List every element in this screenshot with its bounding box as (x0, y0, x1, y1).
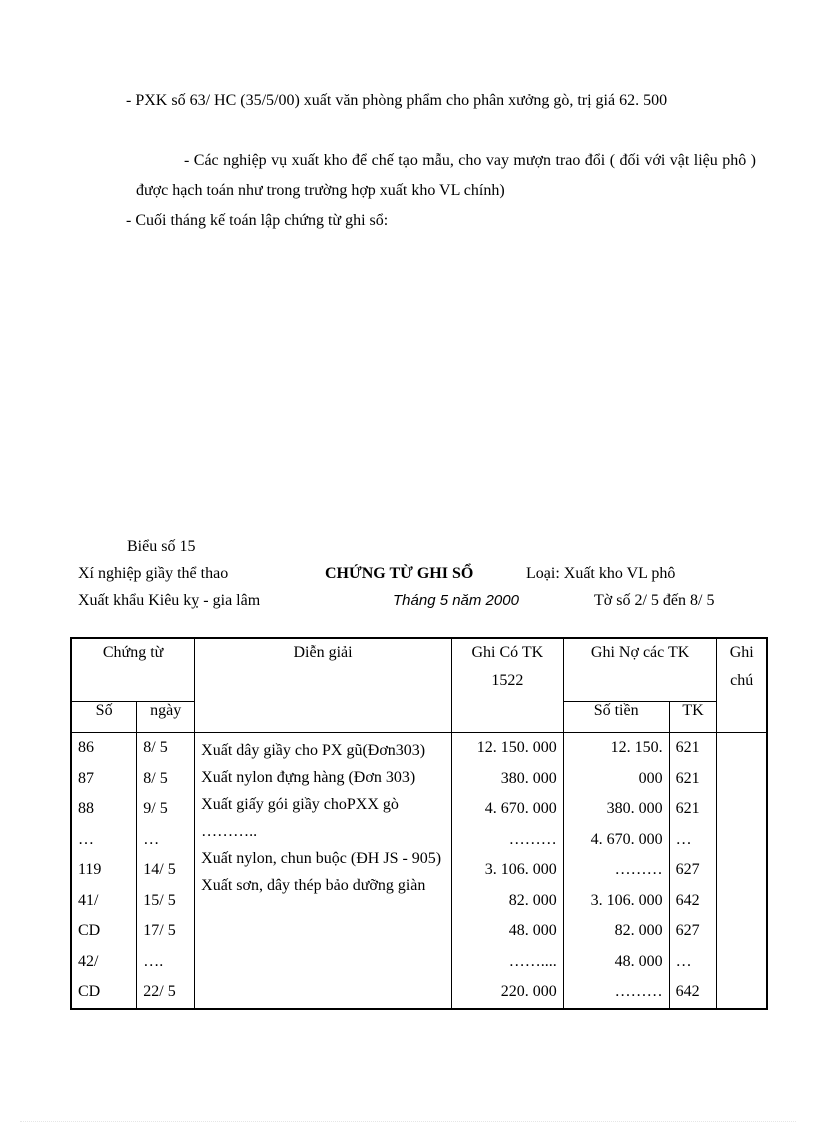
header-so: Số (71, 702, 137, 733)
cell-so: CD (78, 922, 101, 939)
header-ghi-chu: Ghi chú (717, 638, 767, 733)
cell-so-tien: 82. 000 (614, 922, 663, 939)
company-name-line2: Xuất khẩu Kiêu kỵ - gia lâm (78, 592, 261, 609)
document-type: Loại: Xuất kho VL phô (526, 565, 676, 582)
cell-so-tien: 3. 106. 000 (590, 891, 663, 909)
cell-tk: 621 (675, 800, 700, 817)
cell-ngay: … (143, 830, 160, 848)
cell-dien-giai: Xuất sơn, dây thép bảo dưỡng giàn (201, 877, 426, 894)
cell-tk: 642 (675, 983, 700, 1000)
cell-ghi-co: 220. 000 (500, 983, 557, 1000)
cell-ghi-co: 48. 000 (508, 922, 557, 939)
company-name-line1: Xí nghiệp giầy thể thao (78, 565, 229, 582)
header-dien-giai: Diễn giải (195, 638, 452, 733)
paragraph-cuoi-thang: - Cuối tháng kế toán lập chứng từ ghi sổ: (126, 212, 389, 229)
cell-dien-giai: Xuất giấy gói giầy choPXX gò (201, 796, 399, 813)
cell-ghi-co: 3. 106. 000 (484, 861, 557, 878)
chung-tu-ghi-so-table (70, 637, 768, 1010)
cell-so-tien: 12. 150. (610, 739, 663, 756)
header-ngay: ngày (137, 702, 195, 733)
cell-dien-giai: Xuất dây giầy cho PX gũ(Đơn303) (201, 742, 426, 759)
cell-ngay: 15/ 5 (143, 891, 176, 909)
cell-so-tien: 4. 670. 000 (590, 830, 663, 848)
col-ghi-chu (717, 733, 767, 1009)
cell-ghi-co: 82. 000 (508, 891, 557, 909)
cell-ngay: 22/ 5 (143, 983, 176, 1000)
cell-so-tien: 48. 000 (614, 952, 663, 970)
cell-so: 86 (78, 739, 94, 756)
col-dien-giai (195, 733, 452, 1009)
cell-so: … (78, 830, 94, 848)
col-ngay (137, 733, 195, 1009)
paragraph-nghiep-vu (136, 146, 756, 206)
cell-so-tien: 380. 000 (606, 800, 663, 817)
col-so-tien (563, 733, 669, 1009)
header-so-tien: Số tiền (563, 702, 669, 733)
cell-so-tien: ……… (614, 861, 663, 878)
cell-ngay: 8/ 5 (143, 739, 168, 756)
header-tk: TK (669, 702, 717, 733)
cell-ngay: 14/ 5 (143, 861, 176, 878)
cell-so: 119 (78, 861, 102, 878)
cell-so-tien: 000 (638, 769, 663, 787)
cell-dien-giai: Xuất nylon đựng hàng (Đơn 303) (201, 769, 416, 786)
header-ghi-no: Ghi Nợ các TK (563, 638, 717, 702)
cell-ghi-co: ……… (508, 830, 557, 848)
cell-ngay: 17/ 5 (143, 922, 176, 939)
document-month: Tháng 5 năm 2000 (393, 592, 519, 609)
col-so (71, 733, 137, 1009)
cell-ghi-co: 380. 000 (500, 769, 557, 787)
cell-tk: … (675, 952, 692, 970)
paragraph-text: - PXK số 63/ HC (35/5/00) xuất văn phòng phẩm cho phân xưởng gò, trị giá 62. 500 (126, 92, 668, 109)
header-chung-tu: Chứng từ (71, 638, 195, 702)
cell-ghi-co: 12. 150. 000 (476, 739, 557, 756)
col-tk (669, 733, 717, 1009)
sheet-range: Tờ số 2/ 5 đến 8/ 5 (594, 592, 715, 609)
cell-ngay: 9/ 5 (143, 800, 168, 817)
cell-dien-giai: ……….. (201, 823, 258, 840)
cell-so-tien: ……… (614, 983, 663, 1000)
cell-dien-giai: Xuất nylon, chun buộc (ĐH JS - 905) (201, 850, 442, 867)
cell-so: 88 (78, 800, 94, 817)
cell-so: CD (78, 983, 101, 1000)
cell-tk: 642 (675, 891, 700, 909)
paragraph-text: - Các nghiệp vụ xuất kho để chế tạo mẫu, cho vay mượn trao đổi ( đối với vật liệu phô ) được hạch toán như trong trường hợp xuất kho VL chính) (136, 152, 756, 199)
cell-tk: 627 (675, 922, 700, 939)
cell-tk: … (675, 830, 692, 848)
cell-ngay: …. (143, 952, 164, 970)
bieu-so-label: Biểu số 15 (127, 538, 196, 555)
cell-so: 41/ (78, 891, 99, 909)
cell-tk: 627 (675, 861, 700, 878)
cell-ghi-co: 4. 670. 000 (484, 800, 557, 817)
document-title: CHỨNG TỪ GHI SỔ (325, 565, 474, 582)
cell-tk: 621 (675, 739, 700, 756)
cell-ghi-co: …….... (508, 952, 557, 970)
page-bottom-divider (20, 1121, 796, 1122)
cell-so: 87 (78, 769, 94, 787)
paragraph-pxk-63 (78, 86, 758, 116)
cell-ngay: 8/ 5 (143, 769, 168, 787)
cell-tk: 621 (675, 769, 700, 787)
cell-so: 42/ (78, 952, 99, 970)
col-ghi-co (451, 733, 563, 1009)
header-ghi-co: Ghi Có TK 1522 (451, 638, 563, 733)
